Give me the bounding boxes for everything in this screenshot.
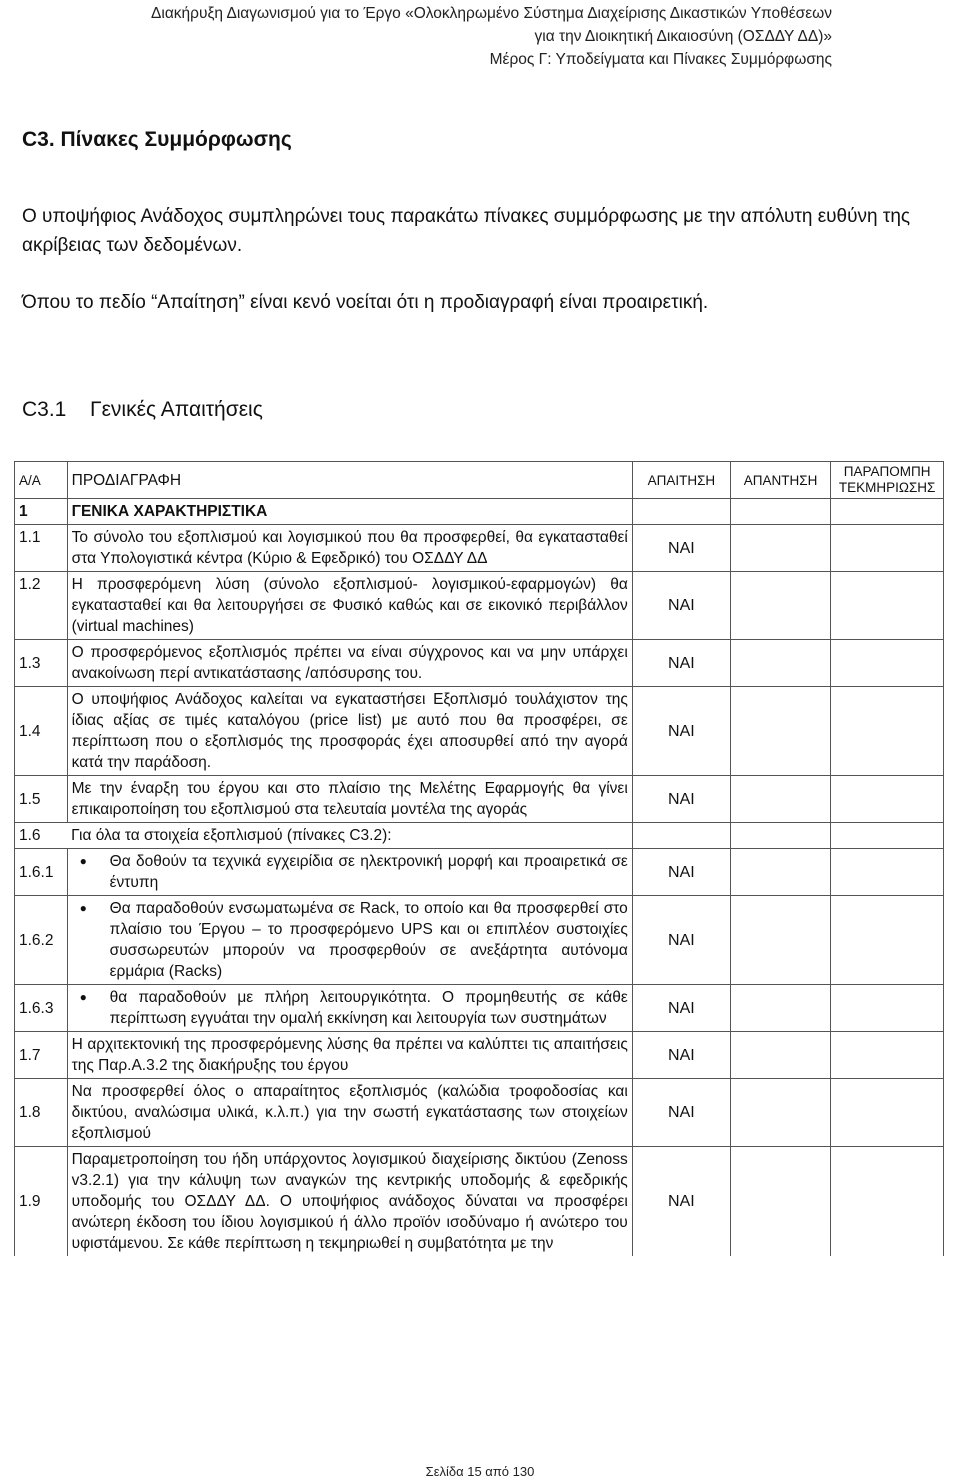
row-reference: [831, 1079, 944, 1147]
table-row: [15, 640, 944, 687]
row-requirement: ΝΑΙ: [632, 525, 730, 572]
row-spec: [67, 985, 632, 1032]
row-reference: [831, 687, 944, 776]
row-spec: Η προσφερόμενη λύση (σύνολο εξοπλισμού- λογισμικού-εφαρμογών) θα εγκατασταθεί και θα λειτουργήσει σε Φυσικό καθώς και σε εικονικό περιβάλλον (virtual machines): [67, 572, 632, 640]
row-spec: [67, 849, 632, 896]
note-paragraph: Όπου το πεδίο “Απαίτηση” είναι κενό νοείται ότι η προδιαγραφή είναι προαιρετική.: [22, 292, 709, 313]
row-spec: Η αρχιτεκτονική της προσφερόμενης λύσης θα πρέπει να καλύπτει τις απαιτήσεις της Παρ.Α.3.2 της διακήρυξης του έργου: [67, 1032, 632, 1079]
row-spec: [67, 896, 632, 985]
row-spec: Ο υποψήφιος Ανάδοχος καλείται να εγκαταστήσει Εξοπλισμό τουλάχιστον της ίδιας αξίας σε τιμές καταλόγου (price list) με αυτό που θα προσφέρει, σε περίπτωση που ο εξοπλισμός της προσφοράς έχει αποσυρθεί από την αγορά κατά την παράδοση.: [67, 687, 632, 776]
row-answer: [730, 896, 830, 985]
row-requirement: ΝΑΙ: [632, 896, 730, 985]
bullet-text: Θα παραδοθούν ενσωματωμένα σε Rack, το οποίο και θα προσφερθεί στο πλαίσιο του Έργου – το προσφερόμενο UPS και οι επιπλέον συστοιχίες συσσωρευτών μπορούν να προσφερθούν σε ανεξάρτητα αυτόνομα ερμάρια (Racks): [109, 900, 628, 980]
row-answer: [730, 499, 830, 525]
bullet-dot-icon: ●: [79, 990, 87, 1004]
row-reference: [831, 1147, 944, 1257]
row-reference: [831, 985, 944, 1032]
row-aa: 1.8: [15, 1079, 68, 1147]
header-requirement: ΑΠΑΙΤΗΣΗ: [632, 462, 730, 499]
row-spec: Με την έναρξη του έργου και στο πλαίσιο της Μελέτης Εφαρμογής θα γίνει επικαιροποίηση του εξοπλισμού στα τελευταία μοντέλα της αγοράς: [67, 776, 632, 823]
row-requirement: ΝΑΙ: [632, 572, 730, 640]
header-aa: Α/Α: [15, 462, 68, 499]
row-answer: [730, 1079, 830, 1147]
table-header-row: [15, 462, 944, 499]
row-answer: [730, 525, 830, 572]
row-requirement: ΝΑΙ: [632, 1147, 730, 1257]
row-aa: 1.9: [15, 1147, 68, 1257]
row-reference: [831, 525, 944, 572]
header-answer: ΑΠΑΝΤΗΣΗ: [730, 462, 830, 499]
row-requirement: ΝΑΙ: [632, 1032, 730, 1079]
row-answer: [730, 985, 830, 1032]
row-answer: [730, 572, 830, 640]
header-line-2: για την Διοικητική Δικαιοσύνη (ΟΣΔΔΥ ΔΔ)»: [534, 28, 832, 45]
row-requirement: ΝΑΙ: [632, 776, 730, 823]
table-row: [15, 849, 944, 896]
row-answer: [730, 1147, 830, 1257]
row-aa: 1: [15, 499, 68, 525]
row-requirement: ΝΑΙ: [632, 1079, 730, 1147]
bullet-dot-icon: ●: [79, 854, 87, 868]
row-requirement: ΝΑΙ: [632, 640, 730, 687]
header-reference: ΠΑΡΑΠΟΜΠΗ ΤΕΚΜΗΡΙΩΣΗΣ: [831, 462, 944, 499]
row-aa: 1.6: [15, 823, 68, 849]
table-row: [15, 896, 944, 985]
subsection-number: C3.1: [22, 398, 67, 421]
row-aa: 1.6.1: [15, 849, 68, 896]
row-spec: Να προσφερθεί όλος ο απαραίτητος εξοπλισμός (καλώδια τροφοδοσίας και δικτύου, αναλώσιμα υλικά, κ.λ.π.) για την σωστή εγκατάστασης των στοιχείων εξοπλισμού: [67, 1079, 632, 1147]
intro-paragraph: Ο υποψήφιος Ανάδοχος συμπληρώνει τους παρακάτω πίνακες συμμόρφωσης με την απόλυτη ευθύνη της ακρίβειας των δεδομένων.: [22, 206, 911, 256]
header-line-3: Μέρος Γ: Υποδείγματα και Πίνακες Συμμόρφωσης: [489, 51, 832, 68]
header-spec: ΠΡΟΔΙΑΓΡΑΦΗ: [67, 462, 632, 499]
header-line-1: Διακήρυξη Διαγωνισμού για το Έργο «Ολοκληρωμένο Σύστημα Διαχείρισης Δικαστικών Υποθέσεων: [151, 5, 832, 22]
row-aa: 1.7: [15, 1032, 68, 1079]
row-reference: [831, 499, 944, 525]
bullet-text: Θα δοθούν τα τεχνικά εγχειρίδια σε ηλεκτρονική μορφή και προαιρετικά σε έντυπη: [109, 853, 628, 891]
subsection-title: Γενικές Απαιτήσεις: [90, 398, 263, 421]
row-spec: Για όλα τα στοιχεία εξοπλισμού (πίνακες C3.2):: [67, 823, 632, 849]
row-spec: ΓΕΝΙΚΑ ΧΑΡΑΚΤΗΡΙΣΤΙΚΑ: [67, 499, 632, 525]
row-answer: [730, 849, 830, 896]
row-spec: Ο προσφερόμενος εξοπλισμός πρέπει να είναι σύγχρονος και να μην υπάρχει ανακοίνωση περί αντικατάστασης /απόσυρσης του.: [67, 640, 632, 687]
row-answer: [730, 823, 830, 849]
row-reference: [831, 572, 944, 640]
row-answer: [730, 1032, 830, 1079]
table-row: [15, 823, 944, 849]
row-reference: [831, 640, 944, 687]
table-row: [15, 687, 944, 776]
page-header: [151, 2, 832, 71]
bullet-dot-icon: ●: [79, 901, 87, 915]
table-row: [15, 985, 944, 1032]
row-aa: 1.6.2: [15, 896, 68, 985]
row-spec: Το σύνολο του εξοπλισμού και λογισμικού που θα προσφερθεί, θα εγκατασταθεί στα Υπολογιστικά κέντρα (Κύριο & Εφεδρικό) του ΟΣΔΔΥ ΔΔ: [67, 525, 632, 572]
row-requirement: [632, 823, 730, 849]
bullet-text: θα παραδοθούν με πλήρη λειτουργικότητα. Ο προμηθευτής σε κάθε περίπτωση εγγυάται την ομαλή εκκίνηση και λειτουργία των συστημάτων: [109, 989, 628, 1027]
row-answer: [730, 640, 830, 687]
row-aa: 1.4: [15, 687, 68, 776]
table-row: [15, 572, 944, 640]
subsection-heading: [22, 398, 263, 422]
row-aa: 1.6.3: [15, 985, 68, 1032]
row-answer: [730, 687, 830, 776]
table-row: [15, 1032, 944, 1079]
section-title: C3. Πίνακες Συμμόρφωσης: [22, 128, 292, 151]
row-aa: 1.1: [15, 525, 68, 572]
row-reference: [831, 776, 944, 823]
row-answer: [730, 776, 830, 823]
compliance-table: [14, 461, 944, 1256]
row-aa: 1.5: [15, 776, 68, 823]
row-requirement: ΝΑΙ: [632, 687, 730, 776]
row-requirement: ΝΑΙ: [632, 849, 730, 896]
row-reference: [831, 1032, 944, 1079]
table-row: [15, 1147, 944, 1257]
table-row: [15, 776, 944, 823]
row-reference: [831, 896, 944, 985]
row-reference: [831, 823, 944, 849]
row-spec: Παραμετροποίηση του ήδη υπάρχοντος λογισμικού διαχείρισης δικτύου (Zenoss v3.2.1) για την κάλυψη των αναγκών της κεντρικής υποδομής & εφεδρικής υποδομής του ΟΣΔΔΥ ΔΔ. Ο υποψήφιος ανάδοχος δύναται να προσφέρει ανώτερη έκδοση του ίδιου λογισμικού ή άλλο προϊόν ισοδύναμο ή ανώτερο του υφιστάμενου. Σε κάθε περίπτωση η τεκμηριωθεί η συμβατότητα με την: [67, 1147, 632, 1257]
table-row: [15, 525, 944, 572]
page-footer: Σελίδα 15 από 130: [425, 1464, 535, 1479]
row-aa: 1.3: [15, 640, 68, 687]
row-requirement: [632, 499, 730, 525]
table-row: [15, 499, 944, 525]
row-requirement: ΝΑΙ: [632, 985, 730, 1032]
row-aa: 1.2: [15, 572, 68, 640]
table-row: [15, 1079, 944, 1147]
row-reference: [831, 849, 944, 896]
